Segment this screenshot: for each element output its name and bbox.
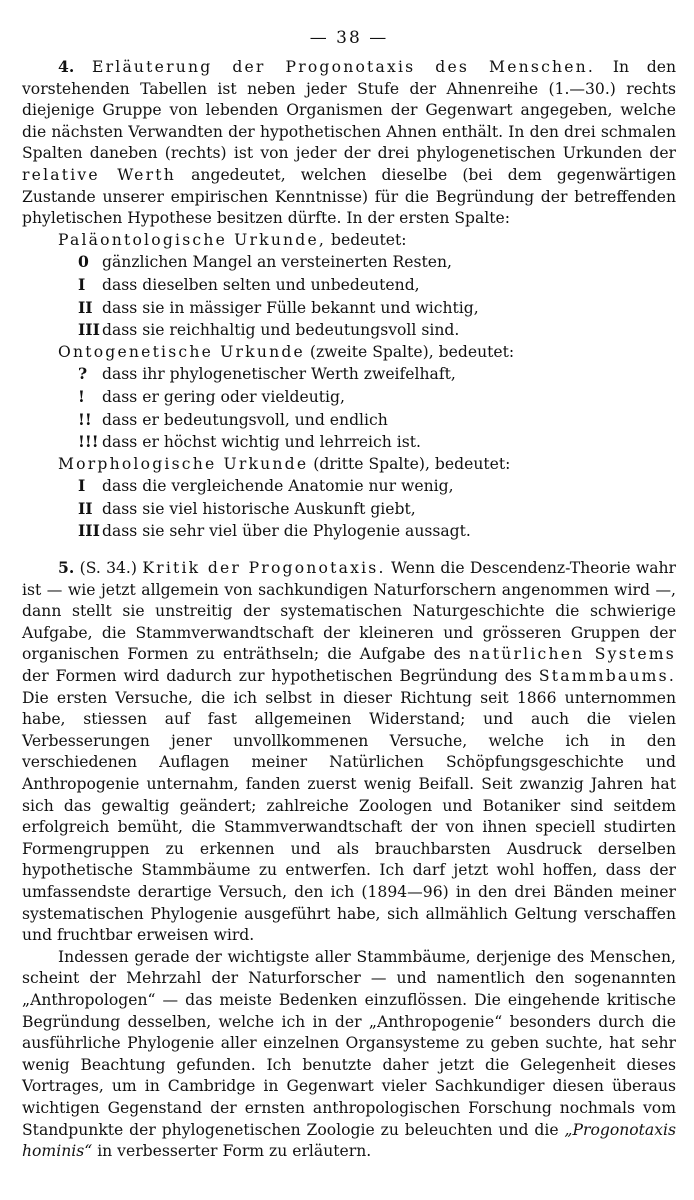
ontogenetic-text: dass ihr phylogenetischer Werth zweifelhaft, <box>102 365 456 384</box>
paleontological-item <box>22 274 676 297</box>
ontogenetic-list <box>22 363 676 453</box>
paleontological-list <box>22 251 676 341</box>
section-5-text-c: Die ersten Versuche, die ich selbst in dieser Richtung seit 1866 unternommen habe, stiessen auf fast allgemeinen Widerstand; und auch die vielen Verbesserungen jener unvollkommenen Versuche, welche ich in den verschiedenen Auflagen meiner Natürlichen Schöpfungsgeschichte und Anthropogenie unternahm, fanden zuerst wenig Beifall. Seit zwanzig Jahren hat sich das gewaltig geändert; zahlreiche Zoologen und Botaniker sind seitdem erfolgreich bemüht, die Stammverwandtschaft der von ihnen speciell studirten Formengruppen zu erkennen und als brauchbarsten Ausdruck derselben hypothetische Stammbäume zu entwerfen. Ich darf jetzt wohl hoffen, dass der umfassendste derartige Versuch, den ich (1894—96) in den drei Bänden meiner systematischen Phylogenie ausgeführt habe, sich allmählich Geltung verschaffen und fruchtbar erweisen wird. <box>22 688 676 945</box>
ontogenetic-item <box>22 431 676 454</box>
paleontological-text: dass sie reichhaltig und bedeutungsvoll sind. <box>102 321 460 340</box>
ontogenetic-text: dass er gering oder vieldeutig, <box>102 387 345 406</box>
paleontological-symbol: I <box>78 274 86 294</box>
paleontological-item <box>22 251 676 274</box>
paleontological-symbol: 0 <box>78 252 89 272</box>
section-5-text-a: Wenn die Descendenz-Theorie wahr ist — wie jetzt allgemein von sachkundigen Naturforschern angenommen wird —, dann stellt sie unstreitig der systematischen Naturgeschichte die schwierige Aufgabe, die Stammverwandtschaft der kleineren und grösseren Gruppen der organischen Formen zu enträthseln; die Aufgabe des <box>22 559 676 664</box>
paleontological-text: dass sie in mässiger Fülle bekannt und wichtig, <box>102 298 479 317</box>
morphological-symbol: I <box>78 476 86 496</box>
section-4-paragraph <box>22 56 676 230</box>
morphological-symbol: II <box>78 498 93 518</box>
section-4-text-b: angedeutet, welchen dieselbe (bei dem gegenwärtigen Zustande unserer empirischen Kenntnisse) für die Begründung der betreffenden phyletischen Hypothese besitzen dürfte. In der ersten Spalte: <box>22 165 676 228</box>
section-4-number: 4. <box>58 57 75 76</box>
ontogenetic-symbol: !!! <box>78 432 99 452</box>
morphological-text: dass sie sehr viel über die Phylogenie aussagt. <box>102 522 471 541</box>
section-5-paragraph <box>22 557 676 947</box>
section-5-paragraph-2: Indessen gerade der wichtigste aller Stammbäume, derjenige des Menschen, scheint der Mehrzahl der Naturforscher — und namentlich den sogenannten „Anthropologen“ — das meiste Bedenken einzuflössen. Die eingehende kritische Begründung desselben, welche ich in der „Anthropogenie“ besonders durch die ausführliche Phylogenie aller einzelnen Organsysteme zu geben suchte, hat sehr wenig Beachtung gefunden. Ich benutzte daher jetzt die Gelegenheit dieses Vortrages, um in Cambridge in Gegenwart vieler Sachkundiger diesen überaus wichtigen Gegenstand der ernsten anthropologischen Forschung nochmals vom Standpunkte der phylogenetischen Zoologie zu beleuchten und die „Progonotaxis hominis“ in verbesserter Form zu erläutern. <box>22 947 676 1161</box>
section-4-title: Erläuterung der Progonotaxis des Menschen. <box>92 58 596 76</box>
morphological-item <box>22 475 676 498</box>
paleontological-text: dass dieselben selten und unbedeutend, <box>102 275 420 294</box>
morphological-text: dass die vergleichende Anatomie nur wenig, <box>102 477 454 496</box>
page-number: — 38 — <box>309 28 389 48</box>
paleontological-symbol: II <box>78 297 93 317</box>
section-5-ref: (S. 34.) <box>79 559 137 578</box>
ontogenetic-text: dass er bedeutungsvoll, und endlich <box>102 410 388 429</box>
paleontological-item <box>22 319 676 342</box>
page <box>22 28 676 1163</box>
paleontological-symbol: III <box>78 320 100 340</box>
section-5-text-b: der Formen wird dadurch zur hypothetischen Begründung des <box>22 667 532 686</box>
section-4-text-a: In den vorstehenden Tabellen ist neben jeder Stufe der Ahnenreihe (1.—30.) rechts diejenige Gruppe von lebenden Organismen der Gegenwart angegeben, welche die nächsten Verwandten der hypothetischen Ahnen enthält. In den drei schmalen Spalten daneben (rechts) ist von jeder der drei phylogenetischen Urkunden der <box>22 58 677 163</box>
morphological-item <box>22 520 676 543</box>
ontogenetic-symbol: !! <box>78 409 92 429</box>
paleontological-text: gänzlichen Mangel an versteinerten Resten, <box>102 253 452 272</box>
morphological-heading: Morphologische Urkunde (dritte Spalte), bedeutet: <box>58 454 511 473</box>
ontogenetic-item <box>22 363 676 386</box>
section-5-number: 5. <box>58 558 75 578</box>
ontogenetic-heading: Ontogenetische Urkunde (zweite Spalte), bedeutet: <box>58 342 515 361</box>
stammbaum-term: Stammbaums. <box>538 667 676 686</box>
ontogenetic-symbol: ? <box>78 364 88 384</box>
ontogenetic-item <box>22 409 676 432</box>
morphological-item <box>22 498 676 521</box>
ontogenetic-text: dass er höchst wichtig und lehrreich ist. <box>102 433 421 452</box>
section-5-title: Kritik der Progonotaxis. <box>142 559 386 578</box>
progonotaxis-hominis: „Progonotaxis hominis“ <box>22 1120 676 1161</box>
morphological-symbol: III <box>78 521 100 541</box>
paleontological-item <box>22 297 676 320</box>
morphological-list <box>22 475 676 543</box>
ontogenetic-item <box>22 386 676 409</box>
paleontological-heading: Paläontologische Urkunde, bedeutet: <box>58 230 407 249</box>
section-4-relative-werth: relative Werth <box>22 165 176 184</box>
morphological-text: dass sie viel historische Auskunft giebt, <box>102 499 416 518</box>
natural-system-term: natürlichen Systems <box>469 645 676 664</box>
ontogenetic-symbol: ! <box>78 386 85 406</box>
